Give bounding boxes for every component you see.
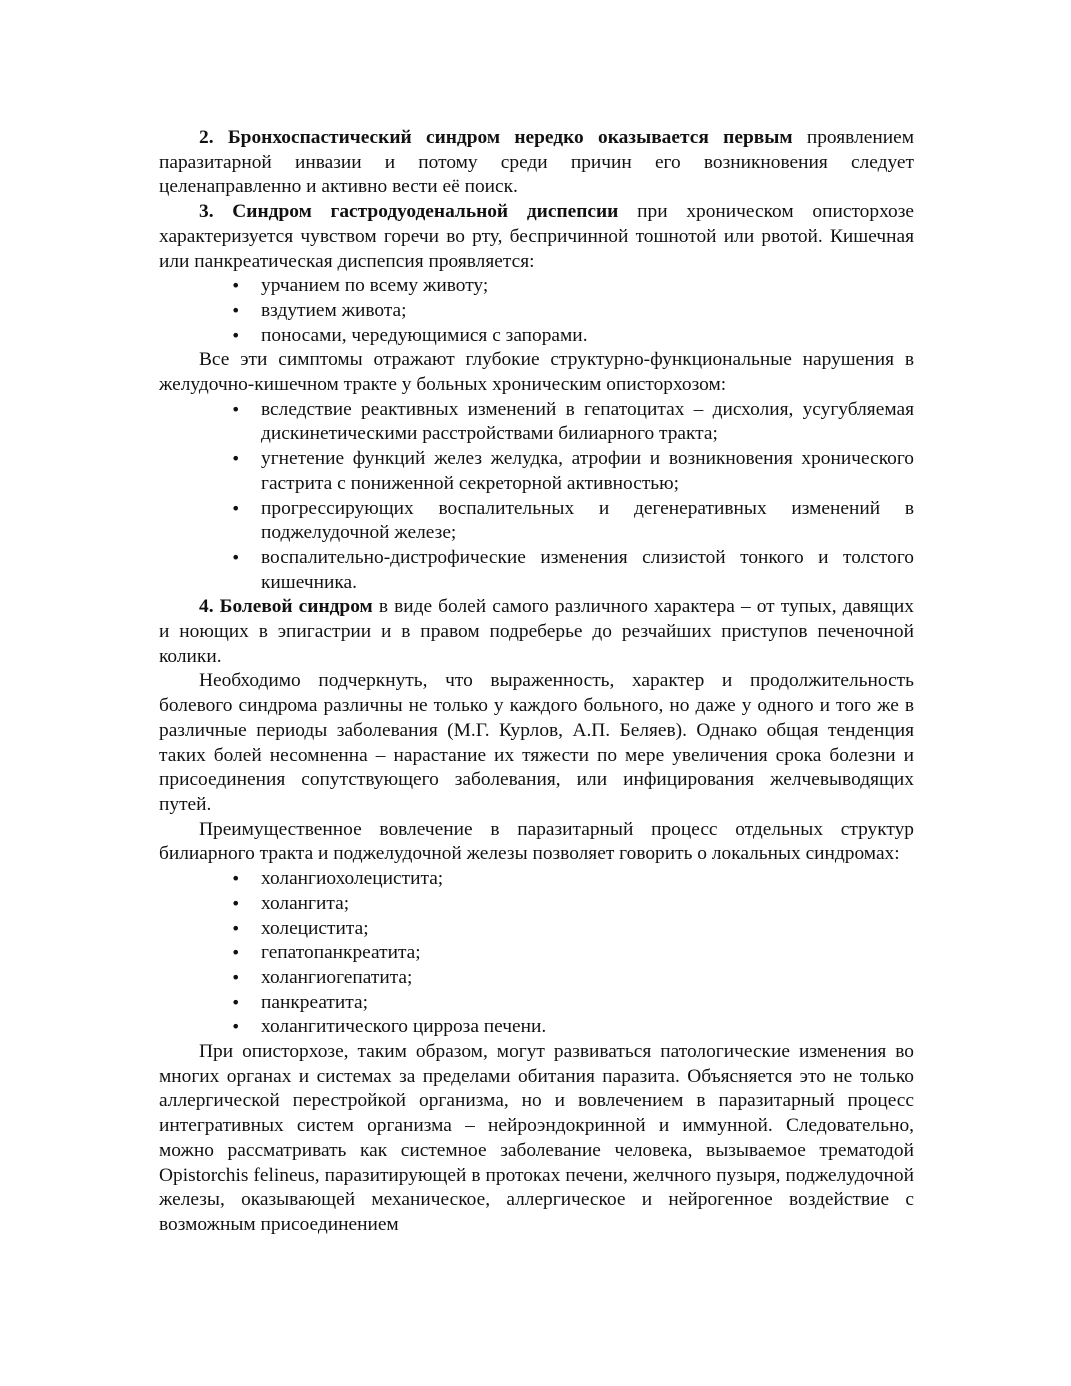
dyspepsia-symptoms-list (159, 274, 914, 348)
list-item: • воспалительно-дистрофические изменения слизистой тонкого и толстого кишечника. (261, 546, 914, 595)
list-item: • гепатопанкреатита; (261, 941, 914, 966)
paragraph-bronchospastic-syndrome (159, 126, 914, 200)
paragraph-text: проявлением паразитарной инвазии и потому среди причин его возникновения следует целенаправленно и активно вести её поиск. (159, 127, 914, 198)
list-item: • холецистита; (261, 917, 914, 942)
paragraph-text: в виде болей самого различного характера – от тупых, давящих и ноющих в эпигастрии и в правом подреберье до резчайших приступов печеночной колики. (159, 596, 914, 667)
paragraph-pain-severity: Необходимо подчеркнуть, что выраженность, характер и продолжительность болевого синдрома различны не только у каждого больного, но даже у одного и того же в различные периоды заболевания (М.Г. Курлов, А.П. Беляев). Однако общая тенденция таких болей несомненна – нарастание их тяжести по мере увеличения срока болезни и присоединения сопутствующего заболевания, или инфицирования желчевыводящих путей. (159, 670, 914, 815)
list-item: • холангиогепатита; (261, 966, 914, 991)
list-item: • холангитического цирроза печени. (261, 1015, 914, 1040)
paragraph-systemic-disease: При описторхозе, таким образом, могут развиваться патологические изменения во многих органах и системах за пределами обитания паразита. Объясняется это не только аллергической перестройкой организма, но и вовлечением в паразитарный процесс интегративных систем организма – нейроэндокринной и иммунной. Следовательно, можно рассматривать как системное заболевание человека, вызываемое трематодой Opistorchis felineus, паразитирующей в протоках печени, желчного пузыря, поджелудочной железы, оказывающей механическое, аллергическое и нейрогенное воздействие с возможным присоединением (159, 1041, 914, 1235)
list-item: • вздутием живота; (261, 299, 914, 324)
paragraph-dyspepsia-syndrome (159, 200, 914, 274)
paragraph-text: при хроническом описторхозе характеризуется чувством горечи во рту, беспричинной тошнотой или рвотой. Кишечная или панкреатическая диспепсия проявляется: (159, 201, 914, 272)
list-item: • панкреатита; (261, 991, 914, 1016)
paragraph-local-syndromes: Преимущественное вовлечение в паразитарный процесс отдельных структур билиарного тракта и поджелудочной железы позволяет говорить о локальных синдромах: (159, 818, 914, 865)
list-item: • поносами, чередующимися с запорами. (261, 324, 914, 349)
heading-dyspepsia-syndrome: 3. Синдром гастродуоденальной диспепсии (199, 201, 619, 223)
list-item: • угнетение функций желез желудка, атрофии и возникновения хронического гастрита с пониженной секреторной активностью; (261, 447, 914, 496)
gi-disorders-list (159, 398, 914, 596)
list-item: • холангита; (261, 892, 914, 917)
list-item: • урчанием по всему животу; (261, 274, 914, 299)
paragraph-pain-syndrome (159, 595, 914, 669)
list-item: • вследствие реактивных изменений в гепатоцитах – дисхолия, усугубляемая дискинетическими расстройствами билиарного тракта; (261, 398, 914, 447)
heading-pain-syndrome: 4. Болевой синдром (199, 596, 373, 618)
paragraph-gi-disorders: Все эти симптомы отражают глубокие структурно-функциональные нарушения в желудочно-кишечном тракте у больных хроническим описторхозом: (159, 349, 914, 396)
local-syndromes-list (159, 867, 914, 1040)
document-body (159, 126, 914, 1238)
list-item: • прогрессирующих воспалительных и дегенеративных изменений в поджелудочной железе; (261, 497, 914, 546)
heading-bronchospastic-syndrome: 2. Бронхоспастический синдром нередко оказывается первым (199, 127, 793, 148)
list-item: • холангиохолецистита; (261, 867, 914, 892)
